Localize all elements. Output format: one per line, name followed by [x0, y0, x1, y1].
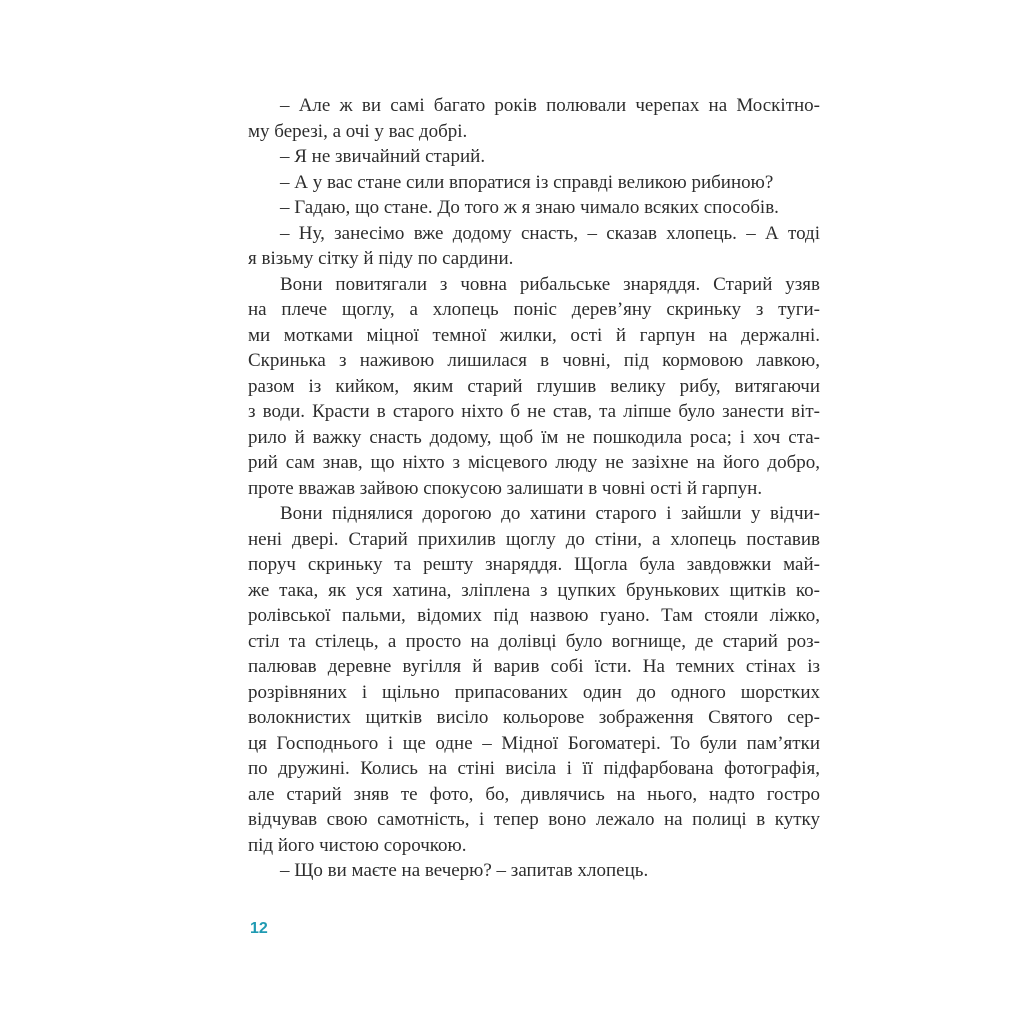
- page-number: 12: [250, 920, 268, 937]
- text-line: – Я не звичайний старий.: [280, 146, 486, 167]
- text-line: – Гадаю, що стане. До того ж я знаю чимало всяких способів.: [280, 197, 779, 218]
- text-line: поруч скриньку та решту знаряддя. Щогла була завдовжки май-: [248, 554, 820, 575]
- text-line: розрівняних і щільно припасованих один до одного шорстких: [248, 681, 820, 703]
- text-line: нені двері. Старий прихилив щоглу до стіни, а хлопець поставив: [248, 528, 820, 550]
- text-line: палював деревне вугілля й варив собі їсти. На темних стінах із: [248, 656, 820, 677]
- text-line: рило й важку снасть додому, щоб їм не пошкодила роса; і хоч ста-: [248, 426, 820, 448]
- text-line: ролівської пальми, відомих під назвою гуано. Там стояли ліжко,: [248, 605, 820, 626]
- text-line: по дружині. Колись на стіні висіла і її підфарбована фотографія,: [248, 758, 820, 779]
- text-line: – А у вас стане сили впоратися із справді великою рибиною?: [280, 171, 774, 193]
- text-line: проте вважав зайвою спокусою залишати в човні ості й гарпун.: [248, 477, 763, 499]
- text-line: – Але ж ви самі багато років полювали черепах на Москітно-: [280, 95, 820, 116]
- text-line: ця Господнього і ще одне – Мідної Богоматері. То були пам’ятки: [248, 732, 820, 754]
- text-line: же така, як уся хатина, зліплена з цупких брунькових щитків ко-: [248, 579, 820, 601]
- text-line: разом із кийком, яким старий глушив велику рибу, витягаючи: [248, 375, 820, 397]
- text-line: я візьму сітку й піду по сардини.: [248, 248, 514, 269]
- text-line: Скринька з наживою лишилася в човні, під кормовою лавкою,: [248, 350, 820, 371]
- text-line: му березі, а очі у вас добрі.: [248, 120, 468, 142]
- text-line: Вони повитягали з човна рибальське знаряддя. Старий узяв: [280, 273, 820, 295]
- text-line: відчував свою самотність, і тепер воно лежало на полиці в кутку: [248, 809, 820, 830]
- text-line: волокнистих щитків висіло кольорове зображення Святого сер-: [248, 707, 820, 728]
- text-line: з води. Красти в старого ніхто б не став, та ліпше було занести віт-: [248, 401, 820, 422]
- text-line: – Що ви маєте на вечерю? – запитав хлопець.: [280, 860, 649, 881]
- text-line: Вони піднялися дорогою до хатини старого і зайшли у відчи-: [280, 503, 820, 524]
- text-line: ми мотками міцної темної жилки, ості й гарпун на держалні.: [248, 324, 820, 346]
- text-line: стіл та стілець, а просто на долівці було вогнище, де старий роз-: [248, 630, 820, 652]
- text-line: під його чистою сорочкою.: [248, 834, 467, 856]
- page-text: [248, 93, 820, 884]
- text-line: на плече щоглу, а хлопець поніс дерев’яну скриньку з туги-: [248, 299, 820, 320]
- text-line: але старий зняв те фото, бо, дивлячись на нього, надто гостро: [248, 783, 820, 805]
- text-line: рий сам знав, що ніхто з місцевого люду не зазіхне на його добро,: [248, 452, 820, 473]
- text-line: – Ну, занесімо вже додому снасть, – сказав хлопець. – А тоді: [280, 222, 820, 244]
